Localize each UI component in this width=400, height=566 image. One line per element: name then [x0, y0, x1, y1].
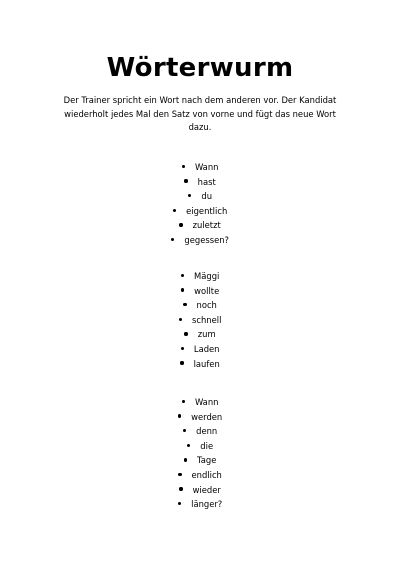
list-item [0, 497, 400, 512]
instructions-paragraph [50, 94, 350, 135]
list-item [0, 424, 400, 439]
list-item-text: gegessen? [184, 234, 229, 245]
bullet-icon [180, 361, 183, 364]
list-item [0, 483, 400, 498]
bullet-icon [183, 303, 186, 306]
bullet-icon [171, 238, 174, 241]
list-item [0, 439, 400, 454]
list-item-text: noch [196, 300, 217, 311]
list-item [0, 410, 400, 425]
bullet-icon [184, 458, 187, 461]
list-item-text: Tage [197, 455, 217, 466]
bullet-icon [181, 288, 184, 291]
bullet-icon [181, 347, 184, 350]
list-item-text: wollte [194, 285, 220, 296]
instructions-line: wiederholt jedes Mal den Satz von vorne und fügt das neue Wort [64, 108, 336, 119]
list-item-text: Laden [193, 343, 220, 354]
word-list-2 [0, 269, 400, 371]
list-item-text: länger? [191, 499, 223, 510]
list-item [0, 357, 400, 372]
list-item-text: denn [196, 426, 218, 437]
list-item [0, 218, 400, 233]
list-item [0, 342, 400, 357]
bullet-icon [187, 444, 190, 447]
bullet-icon [178, 414, 181, 417]
bullet-icon [183, 429, 186, 432]
word-list-1 [0, 160, 400, 248]
instructions-line: Der Trainer spricht ein Wort nach dem anderen vor. Der Kandidat [63, 95, 337, 105]
bullet-icon [188, 194, 191, 197]
instructions-line: dazu. [188, 122, 212, 132]
list-item-text: hast [197, 176, 216, 187]
list-item [0, 160, 400, 175]
list-item [0, 298, 400, 313]
list-item-text: Wann [194, 162, 219, 172]
list-item [0, 327, 400, 342]
list-item-text: die [200, 440, 214, 451]
list-item-text: endlich [191, 469, 222, 480]
bullet-icon [184, 332, 187, 335]
list-item-text: Wann [194, 397, 219, 407]
list-item [0, 468, 400, 483]
bullet-icon [179, 487, 182, 490]
list-item-text: zum [197, 329, 216, 340]
list-item-text: du [201, 191, 212, 202]
list-item-text: laufen [193, 358, 220, 369]
bullet-icon [178, 502, 181, 505]
list-item [0, 313, 400, 328]
bullet-icon [182, 400, 185, 403]
list-item-text: werden [191, 411, 223, 422]
bullet-icon [184, 179, 187, 182]
list-item [0, 175, 400, 190]
bullet-icon [173, 209, 176, 212]
bullet-icon [178, 473, 181, 476]
list-item [0, 189, 400, 204]
list-item-text: wieder [192, 484, 221, 495]
list-item [0, 204, 400, 219]
bullet-icon [181, 274, 184, 277]
list-item [0, 269, 400, 284]
list-item [0, 395, 400, 410]
word-list-3 [0, 395, 400, 512]
list-item [0, 233, 400, 248]
list-item [0, 453, 400, 468]
list-item-text: eigentlich [186, 205, 228, 216]
list-item [0, 284, 400, 299]
list-item-text: zuletzt [192, 220, 221, 231]
list-item-text: schnell [192, 314, 222, 325]
bullet-icon [182, 165, 185, 168]
page-title: Wörterwurm [106, 53, 294, 83]
bullet-icon [179, 223, 182, 226]
list-item-text: Mäggi [194, 271, 220, 281]
bullet-icon [179, 318, 182, 321]
